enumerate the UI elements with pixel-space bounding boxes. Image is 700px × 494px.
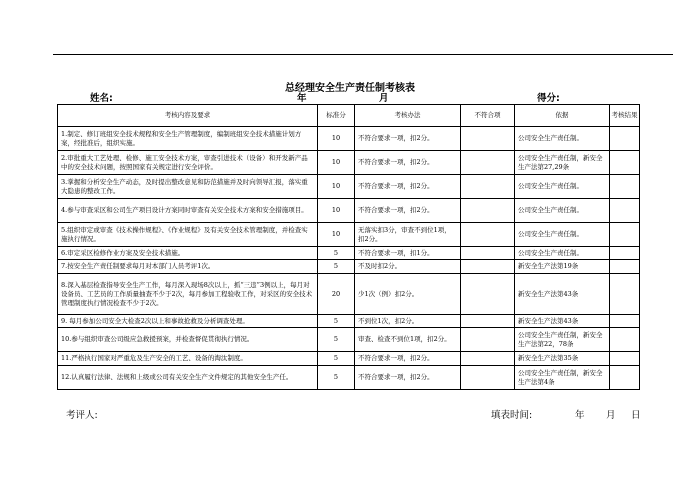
fill-date-month: 月 — [606, 410, 616, 421]
row-content: 11.严格执行国家对严重危及生产安全的工艺、设备的淘汰制度。 — [58, 352, 318, 366]
row-standard-score: 5 — [318, 315, 355, 328]
row-content: 4.参与审查采区和公司生产项目设计方案同时审查有关安全技术方案和安全措施项目。 — [58, 199, 318, 223]
row-nonconformity — [461, 366, 515, 390]
row-basis: 公司安全生产责任制。 — [515, 127, 610, 151]
table-row — [58, 247, 640, 260]
row-result — [610, 260, 640, 274]
row-content: 1.制定、修订班组安全技术规程和安全生产管理制度，编制班组安全技术措施计划方案，经批准后，组织实施。 — [58, 127, 318, 151]
row-standard-score: 5 — [318, 352, 355, 366]
row-basis: 公司安全生产责任制。 — [515, 175, 610, 199]
row-content: 12.认真履行法律、法规和上级或公司有关安全生产文件规定的其他安全生产任。 — [58, 366, 318, 390]
row-standard-score: 5 — [318, 366, 355, 390]
row-standard-score: 10 — [318, 175, 355, 199]
row-basis: 公司安全生产责任制，新安全生产法第4条 — [515, 366, 610, 390]
col-header-nonconformity: 不符合项 — [461, 105, 515, 127]
row-result — [610, 328, 640, 352]
row-content: 5.组织审定或审查《技术操作规程》、《作业规程》及有关安全技术管理制度，并检查实施执行情况。 — [58, 223, 318, 247]
row-content: 6.审定采区检修作业方案及安全技术措施。 — [58, 247, 318, 260]
table-row — [58, 199, 640, 223]
row-basis: 新安全生产法第43条 — [515, 315, 610, 328]
row-standard-score: 10 — [318, 199, 355, 223]
row-nonconformity — [461, 260, 515, 274]
row-content: 10.参与组织审查公司级应急救援预案，并检查督促贯彻执行情况。 — [58, 328, 318, 352]
row-nonconformity — [461, 274, 515, 315]
col-header-standard-score: 标准分 — [318, 105, 355, 127]
row-nonconformity — [461, 175, 515, 199]
row-method: 不符合要求一项，扣1分。 — [355, 247, 461, 260]
table-row — [58, 175, 640, 199]
row-nonconformity — [461, 199, 515, 223]
score-label: 得分: — [537, 93, 560, 104]
row-basis: 公司安全生产责任制。 — [515, 247, 610, 260]
row-result — [610, 274, 640, 315]
row-content: 2.审批重大工艺处理、检修、施工安全技术方案，审查引进技术（设备）和开发新产品中的安全技术问题，按照国家有关规定进行安全评价。 — [58, 151, 318, 175]
col-header-result: 考核结果 — [610, 105, 640, 127]
row-standard-score: 10 — [318, 127, 355, 151]
row-method: 不符合要求一项，扣2分。 — [355, 175, 461, 199]
fill-date-year: 年 — [575, 410, 585, 421]
row-basis: 公司安全生产责任制。 — [515, 199, 610, 223]
row-method: 不符合要求一项，扣2分。 — [355, 151, 461, 175]
row-result — [610, 352, 640, 366]
row-nonconformity — [461, 328, 515, 352]
table-row — [58, 260, 640, 274]
row-result — [610, 127, 640, 151]
year-label: 年 — [297, 93, 307, 104]
row-nonconformity — [461, 151, 515, 175]
row-standard-score: 20 — [318, 274, 355, 315]
row-result — [610, 366, 640, 390]
row-nonconformity — [461, 352, 515, 366]
assessment-table — [57, 104, 640, 390]
top-divider — [53, 54, 673, 55]
row-basis: 新安全生产法第43条 — [515, 274, 610, 315]
table-row — [58, 223, 640, 247]
row-result — [610, 315, 640, 328]
row-method: 少1次（例）扣2分。 — [355, 274, 461, 315]
table-row — [58, 315, 640, 328]
row-standard-score: 5 — [318, 260, 355, 274]
row-content: 9. 每月参加公司安全大检查2次以上和事故抢救及分析调查处理。 — [58, 315, 318, 328]
row-basis: 公司安全生产责任制，新安全生产法第22，78条 — [515, 328, 610, 352]
table-row — [58, 328, 640, 352]
row-basis: 公司安全生产责任制。 — [515, 223, 610, 247]
row-method: 不及时扣2分。 — [355, 260, 461, 274]
row-basis: 新安全生产法第35条 — [515, 352, 610, 366]
row-standard-score: 5 — [318, 247, 355, 260]
row-content: 3.掌握和分析安全生产动态，及时提出整改意见和防范措施并及时向领导汇报，落实重大隐患的整改工作。 — [58, 175, 318, 199]
table-header-row — [58, 105, 640, 127]
table-row — [58, 127, 640, 151]
table-row — [58, 151, 640, 175]
row-basis: 新安全生产法第19条 — [515, 260, 610, 274]
row-content: 8.深入基层检查指导安全生产工作，每月深入现场8次以上，抓“三违”3例以上，每月对设备员、工艺员的工作质量抽查不少于2次，每月参加工程验收工作，对采区的安全技术管理制度执行情况检查不少于2次。 — [58, 274, 318, 315]
row-method: 审查、检查不到位1项，扣2分。 — [355, 328, 461, 352]
row-standard-score: 5 — [318, 328, 355, 352]
row-content: 7.按安全生产责任制要求每月对本部门人员考评1次。 — [58, 260, 318, 274]
fill-date-day: 日 — [631, 410, 641, 421]
table-row — [58, 366, 640, 390]
table-row — [58, 352, 640, 366]
row-nonconformity — [461, 127, 515, 151]
row-result — [610, 175, 640, 199]
fill-date-label: 填表时间: — [491, 410, 533, 421]
row-result — [610, 247, 640, 260]
page-title: 总经理安全生产责任制考核表 — [285, 83, 415, 94]
row-method: 不符合要求一项，扣2分。 — [355, 352, 461, 366]
col-header-method: 考核办法 — [355, 105, 461, 127]
row-nonconformity — [461, 223, 515, 247]
row-basis: 公司安全生产责任制，新安全生产法第27,29条 — [515, 151, 610, 175]
col-header-basis: 依据 — [515, 105, 610, 127]
table-row — [58, 274, 640, 315]
row-method: 不到位1次，扣2分。 — [355, 315, 461, 328]
row-nonconformity — [461, 315, 515, 328]
row-result — [610, 199, 640, 223]
row-method: 无落实扣3分，审查不到位1项，扣2分。 — [355, 223, 461, 247]
name-label: 姓名: — [90, 93, 113, 104]
row-method: 不符合要求一项，扣2分。 — [355, 366, 461, 390]
month-label: 月 — [379, 93, 389, 104]
col-header-content: 考核内容及要求 — [58, 105, 318, 127]
row-standard-score: 10 — [318, 223, 355, 247]
row-nonconformity — [461, 247, 515, 260]
row-result — [610, 223, 640, 247]
row-standard-score: 10 — [318, 151, 355, 175]
row-method: 不符合要求一项，扣2分。 — [355, 127, 461, 151]
row-result — [610, 151, 640, 175]
reviewer-label: 考评人: — [66, 410, 98, 421]
row-method: 不符合要求一项，扣2分。 — [355, 199, 461, 223]
